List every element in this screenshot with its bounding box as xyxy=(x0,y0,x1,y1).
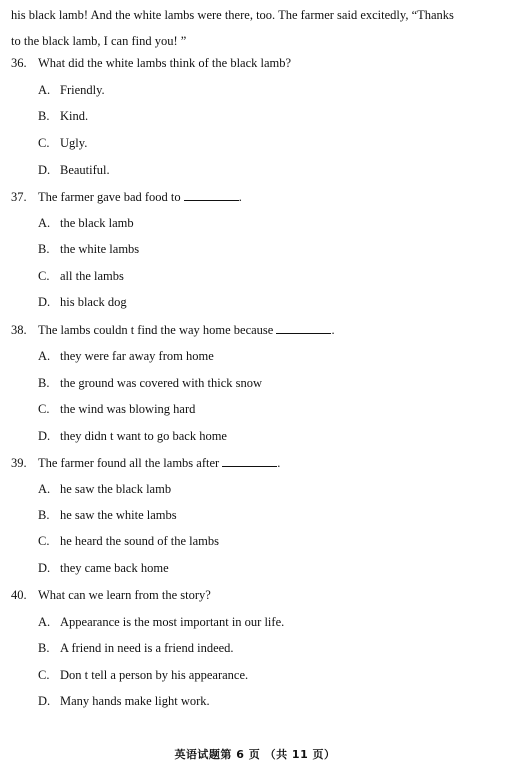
option-letter: C. xyxy=(38,136,50,150)
option-36-d xyxy=(38,163,110,178)
option-text: A friend in need is a friend indeed. xyxy=(60,641,234,655)
option-letter: B. xyxy=(38,109,50,123)
question-number: 39. xyxy=(11,456,27,470)
option-text: he saw the black lamb xyxy=(60,482,172,496)
option-letter: C. xyxy=(38,668,50,682)
option-38-d xyxy=(38,429,227,444)
option-text: the white lambs xyxy=(60,242,140,256)
option-text: they were far away from home xyxy=(60,349,214,363)
option-37-d xyxy=(38,295,127,310)
question-number: 40. xyxy=(11,588,27,602)
option-40-c xyxy=(38,668,248,683)
question-38 xyxy=(11,322,335,338)
option-text: they didn t want to go back home xyxy=(60,429,227,443)
question-end-punct: . xyxy=(331,323,335,337)
question-number: 36. xyxy=(11,56,27,70)
question-36 xyxy=(11,56,291,71)
option-letter: A. xyxy=(38,349,51,363)
option-40-a xyxy=(38,615,284,630)
option-36-c xyxy=(38,136,87,151)
option-36-b xyxy=(38,109,88,124)
question-end-punct: . xyxy=(277,456,281,470)
page-footer: 英语试题第 6 页 （共 11 页） xyxy=(174,748,336,761)
question-text: What can we learn from the story? xyxy=(38,588,211,602)
option-text: they came back home xyxy=(60,561,169,575)
question-text: The lambs couldn t find the way home because xyxy=(38,323,274,337)
option-text: the wind was blowing hard xyxy=(60,402,196,416)
option-38-b xyxy=(38,376,262,391)
option-letter: C. xyxy=(38,534,50,548)
option-40-b xyxy=(38,641,234,656)
question-37 xyxy=(11,189,242,205)
question-text: The farmer gave bad food to xyxy=(38,190,181,204)
question-end-punct: . xyxy=(238,190,242,204)
option-letter: B. xyxy=(38,641,50,655)
option-36-a xyxy=(38,83,105,98)
option-letter: B. xyxy=(38,242,50,256)
option-text: the black lamb xyxy=(60,216,134,230)
option-letter: A. xyxy=(38,482,51,496)
passage-line: his black lamb! And the white lambs were there, too. The farmer said excitedly, “Thanks xyxy=(11,8,454,22)
question-text: What did the white lambs think of the black lamb? xyxy=(38,56,292,70)
answer-blank xyxy=(222,455,277,467)
option-text: Don t tell a person by his appearance. xyxy=(60,668,249,682)
option-40-d xyxy=(38,694,210,709)
question-number: 37. xyxy=(11,190,27,204)
option-letter: D. xyxy=(38,429,51,443)
option-text: the ground was covered with thick snow xyxy=(60,376,263,390)
option-letter: D. xyxy=(38,163,51,177)
option-text: he saw the white lambs xyxy=(60,508,177,522)
option-letter: A. xyxy=(38,615,51,629)
option-letter: B. xyxy=(38,376,50,390)
option-text: Appearance is the most important in our life. xyxy=(60,615,285,629)
option-39-a xyxy=(38,482,171,497)
option-39-d xyxy=(38,561,169,576)
passage-line: to the black lamb, I can find you! ” xyxy=(11,34,187,48)
option-38-a xyxy=(38,349,214,364)
option-letter: C. xyxy=(38,402,50,416)
answer-blank xyxy=(276,322,331,334)
question-39 xyxy=(11,455,280,471)
option-39-b xyxy=(38,508,177,523)
option-text: Many hands make light work. xyxy=(60,694,210,708)
option-text: he heard the sound of the lambs xyxy=(60,534,219,548)
question-40 xyxy=(11,588,211,603)
option-text: Ugly. xyxy=(60,136,88,150)
option-letter: C. xyxy=(38,269,50,283)
option-text: Beautiful. xyxy=(60,163,110,177)
option-39-c xyxy=(38,534,219,549)
question-number: 38. xyxy=(11,323,27,337)
option-text: Kind. xyxy=(60,109,89,123)
option-37-a xyxy=(38,216,134,231)
option-text: Friendly. xyxy=(60,83,105,97)
option-letter: D. xyxy=(38,295,51,309)
option-38-c xyxy=(38,402,195,417)
option-37-c xyxy=(38,269,124,284)
option-letter: D. xyxy=(38,561,51,575)
option-letter: D. xyxy=(38,694,51,708)
option-37-b xyxy=(38,242,139,257)
question-text: The farmer found all the lambs after xyxy=(38,456,220,470)
option-text: his black dog xyxy=(60,295,127,309)
option-letter: B. xyxy=(38,508,50,522)
answer-blank xyxy=(184,189,239,201)
passage-text xyxy=(11,2,503,54)
option-letter: A. xyxy=(38,83,51,97)
option-text: all the lambs xyxy=(60,269,124,283)
option-letter: A. xyxy=(38,216,51,230)
